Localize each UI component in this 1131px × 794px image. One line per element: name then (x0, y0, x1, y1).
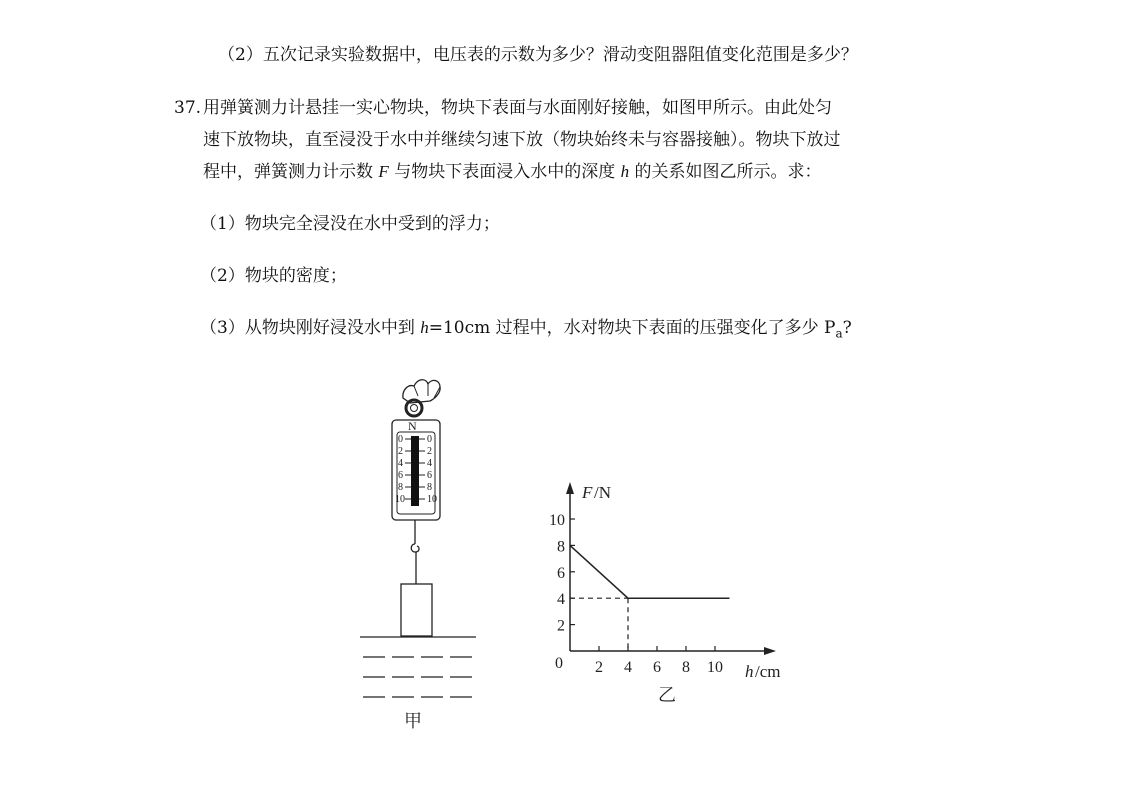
y-tick-label: 8 (557, 538, 565, 556)
x-tick-label: 6 (653, 659, 661, 676)
y-ticks (549, 512, 575, 635)
scale-label-left: 0 (398, 434, 403, 445)
q37-line1: 用弹簧测力计悬挂一实心物块，物块下表面与水面刚好接触，如图甲所示。由此处匀 (203, 98, 832, 118)
scale-label-right: 8 (427, 482, 432, 493)
q36-part2: （2）五次记录实验数据中，电压表的示数为多少？滑动变阻器阻值变化范围是多少？ (218, 45, 858, 65)
scale-label-left: 4 (398, 458, 403, 469)
var-h: h (420, 318, 429, 337)
q37-line3-b: 与物块下表面浸入水中的深度 (388, 162, 621, 182)
scale-label-right: 4 (427, 458, 432, 469)
y-tick-label: 6 (557, 564, 565, 582)
scale-label-left: 8 (398, 482, 403, 493)
caption-jia: 甲 (404, 711, 422, 731)
scale-label-left: 6 (398, 470, 403, 481)
q37-sub3-a: （3）从物块刚好浸没水中到 (200, 318, 421, 338)
var-h: h (620, 162, 630, 181)
hook (411, 544, 419, 552)
var-f: F (378, 162, 389, 181)
q37-sub3-c: ? (842, 318, 852, 338)
hand-icon (403, 380, 440, 403)
q37-line3-c: 的关系如图乙所示。求： (629, 162, 822, 182)
series (570, 545, 730, 598)
q37-sub3-b: =10cm 过程中，水对物块下表面的压强变化了多少 P (428, 318, 836, 338)
scale-label-right: 10 (427, 494, 437, 505)
scale-unit: N (408, 419, 417, 433)
q37-line2: 速下放物块，直至浸没于水中并继续匀速下放（物块始终未与容器接触）。物块下放过 (203, 130, 841, 150)
y-tick-label: 2 (557, 617, 565, 635)
q37-line3-a: 程中，弹簧测力计示数 (203, 162, 379, 182)
scale-label-left: 2 (398, 446, 403, 457)
xlabel-var: h (745, 662, 754, 681)
series-line (570, 545, 730, 598)
dashed-guides (570, 598, 628, 651)
q37-number: 37. (174, 98, 202, 118)
x-tick-label: 10 (707, 659, 723, 676)
ylabel-var: F (582, 483, 593, 502)
y-tick-label: 4 (557, 591, 565, 609)
spring-scale-figure (360, 380, 476, 697)
origin-label: 0 (555, 655, 563, 672)
x-tick-label: 8 (682, 659, 690, 676)
water-lines (363, 657, 472, 697)
xlabel-unit: /cm (755, 662, 781, 681)
block (401, 584, 432, 636)
scale-label-right: 0 (427, 434, 432, 445)
q37-sub1: （1）物块完全浸没在水中受到的浮力； (200, 214, 500, 234)
x-tick-label: 4 (624, 659, 632, 676)
ylabel-unit: /N (594, 483, 611, 502)
x-axis-arrow (764, 647, 776, 655)
fh-chart (549, 482, 781, 681)
y-tick-label: 10 (549, 512, 565, 529)
y-axis-arrow (566, 482, 574, 494)
subscript-a: a (835, 326, 843, 341)
caption-yi: 乙 (658, 685, 676, 705)
x-tick-label: 2 (595, 659, 603, 676)
scale-label-left: 10 (395, 494, 405, 505)
scale-label-right: 2 (427, 446, 432, 457)
scale-label-right: 6 (427, 470, 432, 481)
q37-sub2: （2）物块的密度； (200, 266, 347, 286)
